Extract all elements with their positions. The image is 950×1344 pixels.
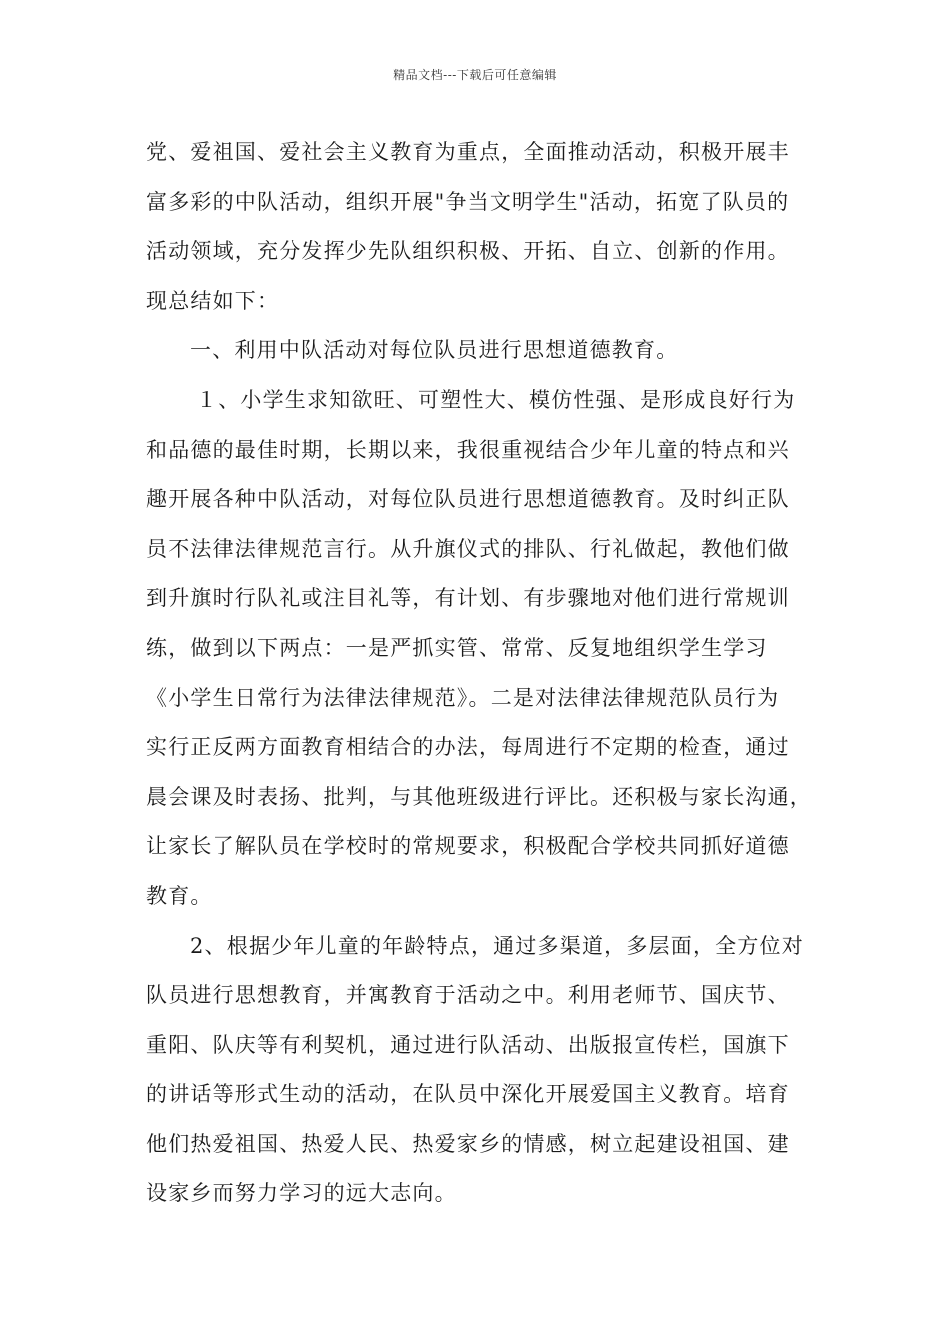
section-heading: 一、利用中队活动对每位队员进行思想道德教育。 — [190, 338, 679, 363]
body-line: 晨会课及时表扬、批判，与其他班级进行评比。还积极与家长沟通， — [146, 784, 812, 809]
page-header: 精品文档---下载后可任意编辑 — [393, 68, 557, 82]
body-line: 现总结如下： — [146, 288, 280, 313]
body-line: 员不法律法律规范言行。从升旗仪式的排队、行礼做起，教他们做 — [146, 536, 790, 561]
body-line: 《小学生日常行为法律法律规范》。二是对法律法律规范队员行为 — [146, 685, 780, 710]
paragraph-start: 2、根据少年儿童的年龄特点，通过多渠道，多层面，全方位对 — [190, 933, 804, 958]
body-line: 趣开展各种中队活动，对每位队员进行思想道德教育。及时纠正队 — [146, 487, 790, 512]
body-line: 设家乡而努力学习的远大志向。 — [146, 1181, 457, 1206]
document-body — [146, 128, 812, 1219]
body-line: 实行正反两方面教育相结合的办法，每周进行不定期的检查，通过 — [146, 735, 790, 760]
body-line: 他们热爱祖国、热爱人民、热爱家乡的情感，树立起建设祖国、建 — [146, 1131, 790, 1156]
body-line: 的讲话等形式生动的活动，在队员中深化开展爱国主义教育。培育 — [146, 1082, 790, 1107]
body-line: 让家长了解队员在学校时的常规要求，积极配合学校共同抓好道德 — [146, 834, 790, 859]
body-line: 队员进行思想教育，并寓教育于活动之中。利用老师节、国庆节、 — [146, 983, 790, 1008]
body-line: 到升旗时行队礼或注目礼等，有计划、有步骤地对他们进行常规训 — [146, 586, 790, 611]
body-line: 活动领域，充分发挥少先队组织积极、开拓、自立、创新的作用。 — [146, 239, 790, 264]
body-line: 富多彩的中队活动，组织开展"争当文明学生"活动，拓宽了队员的 — [146, 189, 790, 214]
body-line: 教育。 — [146, 883, 213, 908]
body-line: 重阳、队庆等有利契机，通过进行队活动、出版报宣传栏，国旗下 — [146, 1032, 790, 1057]
body-line: 和品德的最佳时期，长期以来，我很重视结合少年儿童的特点和兴 — [146, 437, 790, 462]
body-line: 练，做到以下两点：一是严抓实管、常常、反复地组织学生学习 — [146, 635, 768, 660]
paragraph-start: １、小学生求知欲旺、可塑性大、模仿性强、是形成良好行为 — [196, 387, 796, 412]
body-line: 党、爱祖国、爱社会主义教育为重点，全面推动活动，积极开展丰 — [146, 140, 790, 164]
